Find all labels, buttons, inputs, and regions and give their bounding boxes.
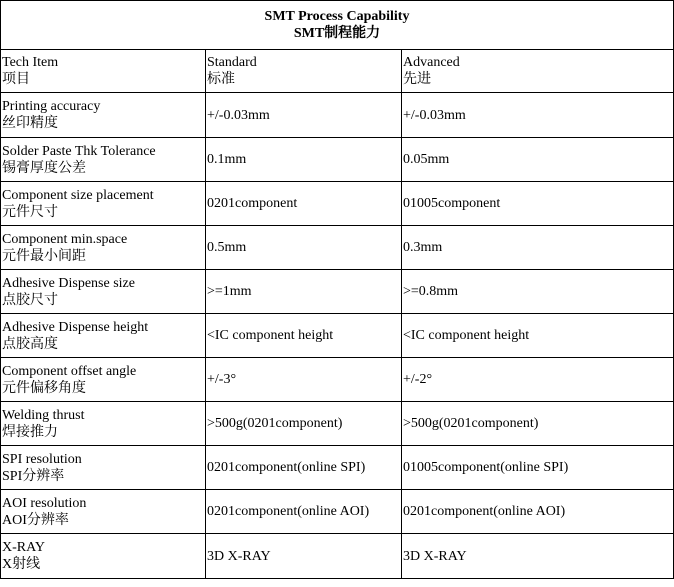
table-row [1,182,674,226]
header-item-english: Tech Item [2,55,59,70]
standard-value-cell: 0201component [206,182,402,226]
title-english: SMT Process Capability [264,9,410,24]
tech-item-english: Solder Paste Thk Tolerance [2,143,156,159]
standard-value-cell: +/-3° [206,358,402,402]
advanced-value-cell: >500g(0201component) [402,402,674,446]
standard-value-cell: <IC component height [206,314,402,358]
advanced-value-cell: 01005component(online SPI) [402,446,674,490]
advanced-value-cell: 3D X-RAY [402,534,674,579]
tech-item-cell [1,226,206,270]
advanced-value-cell: <IC component height [402,314,674,358]
header-standard-english: Standard [207,55,257,70]
tech-item-cell [1,490,206,534]
tech-item-chinese: 丝印精度 [2,116,58,131]
tech-item-chinese: X射线 [2,557,41,572]
table-row [1,402,674,446]
advanced-value-cell: +/-0.03mm [402,93,674,138]
table-row [1,446,674,490]
standard-value-cell: 0201component(online AOI) [206,490,402,534]
tech-item-cell [1,358,206,402]
tech-item-chinese: 元件偏移角度 [2,380,86,396]
header-advanced-english: Advanced [403,55,460,70]
capability-table-body [1,1,674,579]
advanced-value-cell: >=0.8mm [402,270,674,314]
tech-item-chinese: 元件最小间距 [2,248,86,264]
title-row [1,1,674,50]
header-item [1,50,206,93]
standard-value-cell: >=1mm [206,270,402,314]
table-row [1,138,674,182]
tech-item-chinese: 焊接推力 [2,424,58,440]
header-item-chinese: 项目 [2,72,30,87]
tech-item-cell [1,314,206,358]
advanced-value-cell: +/-2° [402,358,674,402]
title-chinese: SMT制程能力 [293,26,381,41]
standard-value-cell: 0201component(online SPI) [206,446,402,490]
tech-item-cell [1,182,206,226]
header-standard-chinese: 标准 [207,72,235,87]
tech-item-cell [1,534,206,579]
table-row [1,314,674,358]
standard-value-cell: >500g(0201component) [206,402,402,446]
advanced-value-cell: 0201component(online AOI) [402,490,674,534]
tech-item-english: Welding thrust [2,407,85,423]
header-advanced [402,50,674,93]
header-row [1,50,674,93]
tech-item-cell [1,93,206,138]
standard-value-cell: 3D X-RAY [206,534,402,579]
advanced-value-cell: 0.3mm [402,226,674,270]
header-advanced-chinese: 先进 [403,72,431,87]
tech-item-chinese: 锡膏厚度公差 [2,160,86,176]
table-row [1,358,674,402]
tech-item-chinese: 点胶高度 [2,336,58,352]
tech-item-cell [1,446,206,490]
tech-item-cell [1,270,206,314]
table-row [1,93,674,138]
table-row [1,534,674,579]
tech-item-english: AOI resolution [2,495,87,511]
tech-item-english: Component min.space [2,231,128,247]
tech-item-english: Adhesive Dispense size [2,275,135,291]
tech-item-chinese: AOI分辨率 [2,512,69,528]
standard-value-cell: 0.5mm [206,226,402,270]
advanced-value-cell: 01005component [402,182,674,226]
tech-item-english: Printing accuracy [2,99,101,114]
tech-item-chinese: SPI分辨率 [2,468,65,484]
tech-item-chinese: 元件尺寸 [2,204,58,220]
title-cell [1,1,674,50]
tech-item-english: SPI resolution [2,451,82,467]
tech-item-cell [1,402,206,446]
tech-item-chinese: 点胶尺寸 [2,292,58,308]
tech-item-english: Adhesive Dispense height [2,319,149,335]
advanced-value-cell: 0.05mm [402,138,674,182]
standard-value-cell: +/-0.03mm [206,93,402,138]
table-row [1,226,674,270]
table-row [1,270,674,314]
header-standard [206,50,402,93]
tech-item-cell [1,138,206,182]
tech-item-english: X-RAY [2,540,46,555]
table-row [1,490,674,534]
standard-value-cell: 0.1mm [206,138,402,182]
tech-item-english: Component size placement [2,187,154,203]
tech-item-english: Component offset angle [2,363,137,379]
